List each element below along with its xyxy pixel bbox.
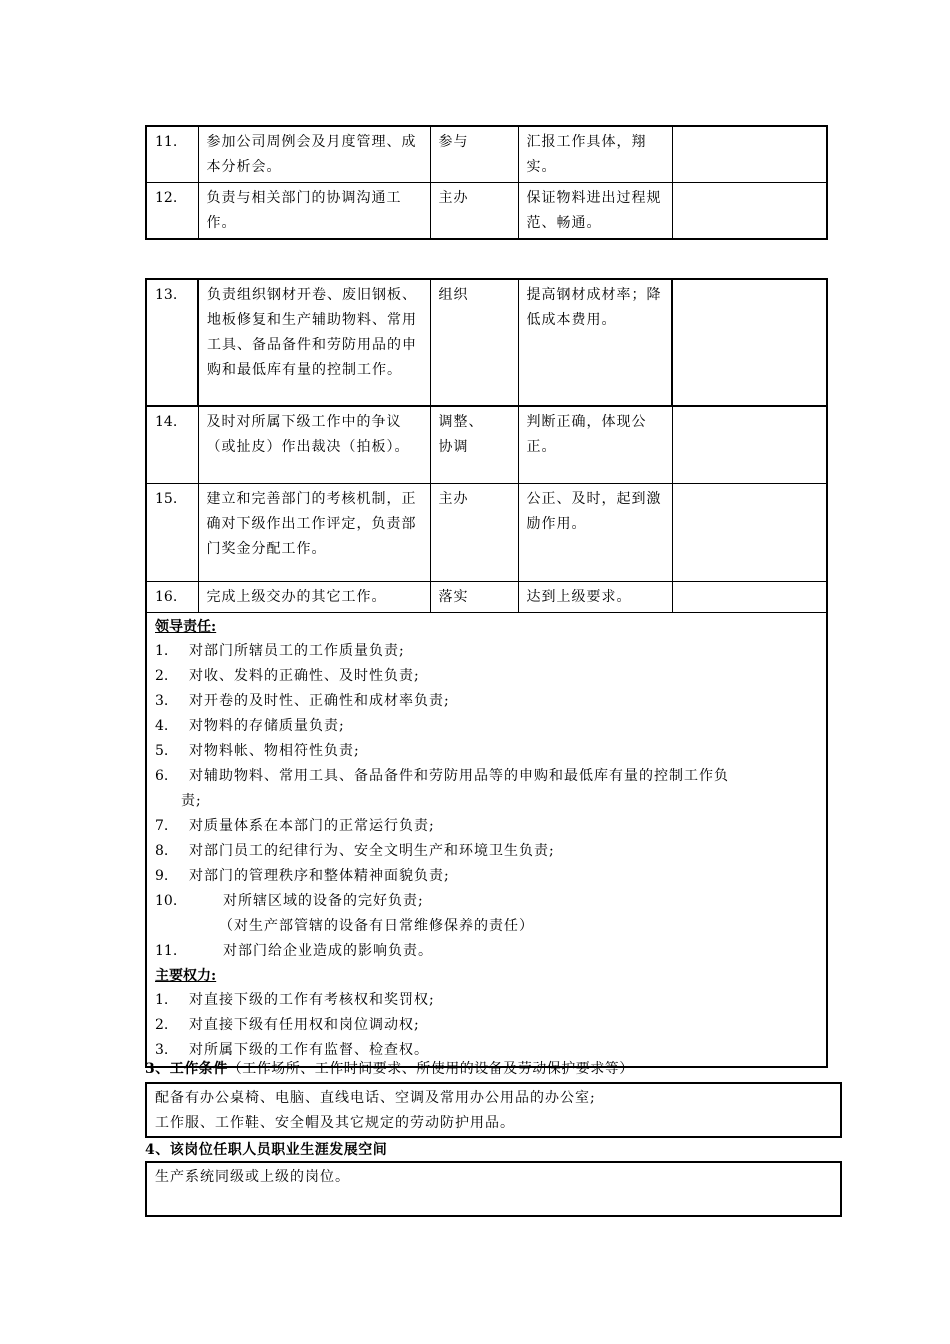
note-cell: [672, 279, 827, 406]
duties-table-2: [145, 278, 828, 1068]
list-item: 9. 对部门的管理秩序和整体精神面貌负责;: [155, 867, 450, 884]
section-3-line: 工作服、工作鞋、安全帽及其它规定的劳动防护用品。: [155, 1115, 515, 1131]
section-3-title: 3、工作条件: [145, 1061, 228, 1077]
duties-table-1: [145, 125, 828, 240]
list-item: 11. 对部门给企业造成的影响负责。: [155, 942, 433, 959]
list-item: 6. 对辅助物料、常用工具、备品备件和劳防用品等的申购和最低库有量的控制工作负: [155, 767, 729, 784]
role-cell: 主办: [430, 183, 518, 240]
section-3-heading: [145, 1059, 634, 1079]
list-item: 7. 对质量体系在本部门的正常运行负责;: [155, 817, 435, 834]
section-3-subtitle: （工作场所、工作时间要求、所使用的设备及劳动保护要求等）: [227, 1061, 634, 1077]
duty-cell: 负责与相关部门的协调沟通工作。: [198, 183, 430, 240]
row-number: 14.: [146, 406, 198, 483]
role-cell: 主办: [430, 483, 518, 581]
note-cell: [672, 483, 827, 581]
list-item: 1. 对直接下级的工作有考核权和奖罚权;: [155, 991, 435, 1008]
responsibilities-section: [146, 612, 827, 1067]
standard-cell: 保证物料进出过程规范、畅通。: [518, 183, 672, 240]
role-cell: 参与: [430, 126, 518, 183]
duty-cell: 负责组织钢材开卷、废旧钢板、地板修复和生产辅助物料、常用工具、备品备件和劳防用品的申购和最低库有量的控制工作。: [198, 279, 430, 406]
row-number: 11.: [146, 126, 198, 183]
duty-cell: 参加公司周例会及月度管理、成本分析会。: [198, 126, 430, 183]
table-row: [146, 183, 827, 240]
list-item: 10. 对所辖区域的设备的完好负责;: [155, 892, 424, 909]
note-cell: [672, 126, 827, 183]
row-number: 13.: [146, 279, 198, 406]
list-item: 2. 对直接下级有任用权和岗位调动权;: [155, 1016, 420, 1033]
list-item: 1. 对部门所辖员工的工作质量负责;: [155, 642, 405, 659]
table-row: [146, 581, 827, 612]
leadership-title: 领导责任:: [155, 618, 217, 635]
standard-cell: 达到上级要求。: [518, 581, 672, 612]
section-3-box: [145, 1082, 842, 1138]
note-cell: [672, 183, 827, 240]
row-number: 12.: [146, 183, 198, 240]
row-number: 15.: [146, 483, 198, 581]
role-line-1: 调整、: [438, 414, 484, 430]
standard-cell: 汇报工作具体，翔实。: [518, 126, 672, 183]
table-row: [146, 126, 827, 183]
standard-cell: 公正、及时，起到激励作用。: [518, 483, 672, 581]
list-item: 5. 对物料帐、物相符性负责;: [155, 742, 360, 759]
note-cell: [672, 406, 827, 483]
responsibilities-row: [146, 612, 827, 1067]
list-item-continuation: （对生产部管辖的设备有日常维修保养的责任）: [219, 917, 534, 934]
list-item-continuation: 责;: [181, 792, 202, 809]
list-item: 2. 对收、发料的正确性、及时性负责;: [155, 667, 420, 684]
standard-cell: 判断正确，体现公正。: [518, 406, 672, 483]
powers-title: 主要权力:: [155, 967, 217, 984]
list-item: 4. 对物料的存储质量负责;: [155, 717, 345, 734]
table-row: [146, 279, 827, 406]
list-item: 8. 对部门员工的纪律行为、安全文明生产和环境卫生负责;: [155, 842, 555, 859]
list-item: 3. 对开卷的及时性、正确性和成材率负责;: [155, 692, 450, 709]
role-cell: 组织: [430, 279, 518, 406]
row-number: 16.: [146, 581, 198, 612]
note-cell: [672, 581, 827, 612]
section-4-heading: [145, 1140, 387, 1160]
table-row: [146, 483, 827, 581]
section-4-box: [145, 1161, 842, 1217]
section-4-title: 4、该岗位任职人员职业生涯发展空间: [145, 1142, 388, 1158]
list-item: 3. 对所属下级的工作有监督、检查权。: [155, 1041, 429, 1058]
section-4-line: 生产系统同级或上级的岗位。: [155, 1169, 350, 1185]
role-cell: [430, 406, 518, 483]
section-3-line: 配备有办公桌椅、电脑、直线电话、空调及常用办公用品的办公室;: [155, 1090, 596, 1106]
duty-cell: 完成上级交办的其它工作。: [198, 581, 430, 612]
table-row: [146, 406, 827, 483]
role-cell: 落实: [430, 581, 518, 612]
role-line-2: 协调: [438, 439, 469, 455]
duty-cell: 及时对所属下级工作中的争议（或扯皮）作出裁决（拍板）。: [198, 406, 430, 483]
standard-cell: 提高钢材成材率；降低成本费用。: [518, 279, 672, 406]
duty-cell: 建立和完善部门的考核机制，正确对下级作出工作评定，负责部门奖金分配工作。: [198, 483, 430, 581]
